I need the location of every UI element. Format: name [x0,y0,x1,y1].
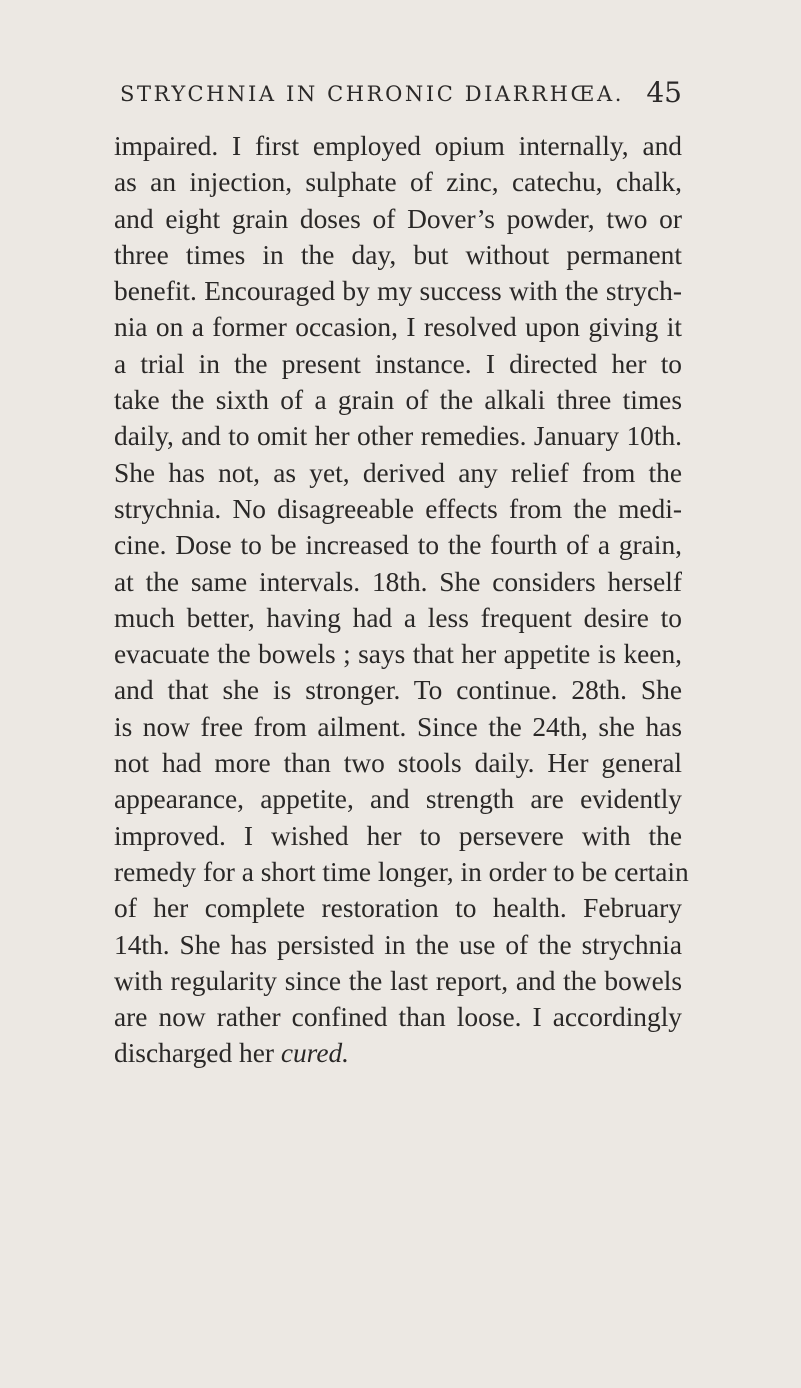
text-line: She has not, as yet, derived any relief from the [114,457,682,488]
text-line: and that she is stronger. To continue. 28th. She [114,675,682,706]
text-line: as an injection, sulphate of zinc, catechu, chalk, [114,167,682,198]
running-title: STRYCHNIA IN CHRONIC DIARRHŒA. [120,82,625,106]
text-line: not had more than two stools daily. Her general [114,748,682,779]
text-line: three times in the day, but without permanent [114,239,682,270]
text-line: nia on a former occasion, I resolved upon giving it [114,312,682,343]
text-line: daily, and to omit her other remedies. January 10th. [114,421,682,452]
text-line: improved. I wished her to persevere with the [114,820,682,851]
page-header [120,76,690,112]
text-line: at the same intervals. 18th. She considers herself [114,566,682,597]
text-line: remedy for a short time longer, in order to be certain [114,856,689,887]
text-line: with regularity since the last report, and the bowels [114,965,682,996]
text-line: much better, having had a less frequent desire to [114,602,682,633]
text-line: appearance, appetite, and strength are evidently [114,784,682,815]
text-line: strychnia. No disagreeable effects from the medi- [114,493,682,524]
italic-word-cured: cured. [280,1038,350,1069]
text-line-final [114,1035,682,1071]
text-line: evacuate the bowels ; says that her appetite is keen, [114,639,682,670]
text-line: are now rather confined than loose. I accordingly [114,1002,682,1033]
text-line: and eight grain doses of Dover’s powder, two or [114,203,682,234]
text-line: is now free from ailment. Since the 24th, she has [114,711,682,742]
body-paragraph [114,128,689,1072]
text-line: benefit. Encouraged by my success with the strych- [114,276,682,307]
text-line: a trial in the present instance. I directed her to [114,348,682,379]
text-line: cine. Dose to be increased to the fourth of a grain, [114,530,682,561]
text-line-final-prefix: discharged her [114,1038,281,1069]
text-line: take the sixth of a grain of the alkali three times [114,385,682,416]
text-line: 14th. She has persisted in the use of the strychnia [114,929,682,960]
page-number: 45 [646,76,682,109]
text-line: of her complete restoration to health. February [114,893,682,924]
text-line: impaired. I first employed opium internally, and [114,131,682,161]
